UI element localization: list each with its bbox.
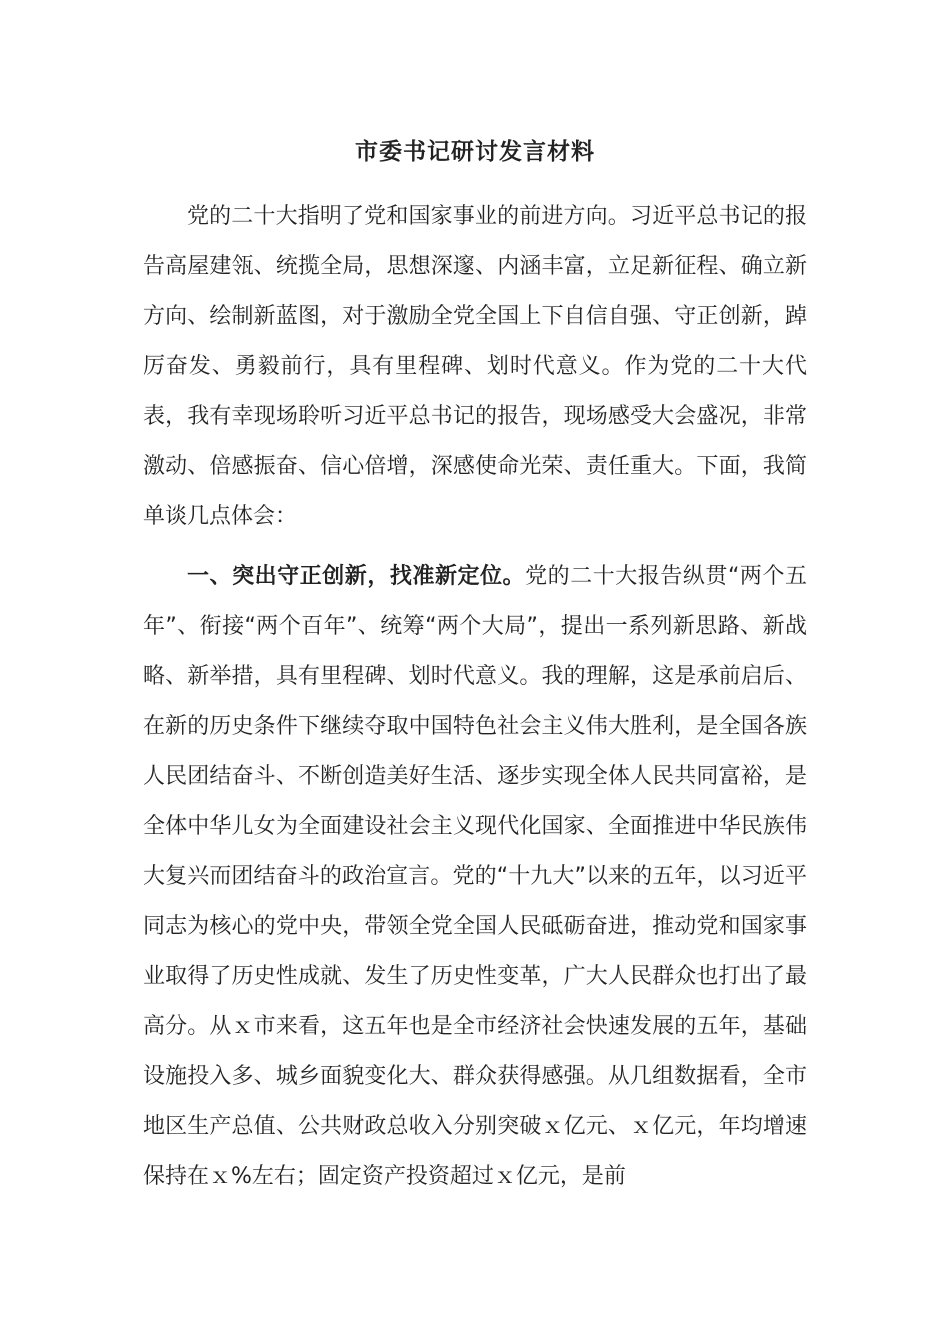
paragraph-text: 党的二十大报告纵贯“两个五年”、衔接“两个百年”、统筹“两个大局”，提出一系列新思路、新战略、新举措，具有里程碑、划时代意义。我的理解，这是承前启后、在新的历史条件下继续夺取中国特色社会主义伟大胜利，是全国各族人民团结奋斗、不断创造美好生活、逐步实现全体人民共同富裕，是全体中华儿女为全面建设社会主义现代化国家、全面推进中华民族伟大复兴而团结奋斗的政治宣言。党的“十九大”以来的五年，以习近平同志为核心的党中央，带领全党全国人民砥砺奋进，推动党和国家事业取得了历史性成就、发生了历史性变革，广大人民群众也打出了最高分。从ｘ市来看，这五年也是全市经济社会快速发展的五年，基础设施投入多、城乡面貌变化大、群众获得感强。从几组数据看，全市地区生产总值、公共财政总收入分别突破ｘ亿元、ｘ亿元，年均增速保持在ｘ%左右；固定资产投资超过ｘ亿元，是前: [143, 564, 807, 1189]
section-heading: 一、突出守正创新，找准新定位。: [187, 564, 526, 589]
paragraph-section-1: [143, 552, 807, 1202]
paragraph-text: 党的二十大指明了党和国家事业的前进方向。习近平总书记的报告高屋建瓴、统揽全局，思想深邃、内涵丰富，立足新征程、确立新方向、绘制新蓝图，对于激励全党全国上下自信自强、守正创新，踔厉奋发、勇毅前行，具有里程碑、划时代意义。作为党的二十大代表，我有幸现场聆听习近平总书记的报告，现场感受大会盛况，非常激动、倍感振奋、信心倍增，深感使命光荣、责任重大。下面，我简单谈几点体会：: [143, 204, 807, 529]
paragraph-intro: [143, 192, 807, 542]
document-body: [143, 192, 807, 1202]
document-title: 市委书记研讨发言材料: [355, 139, 595, 165]
